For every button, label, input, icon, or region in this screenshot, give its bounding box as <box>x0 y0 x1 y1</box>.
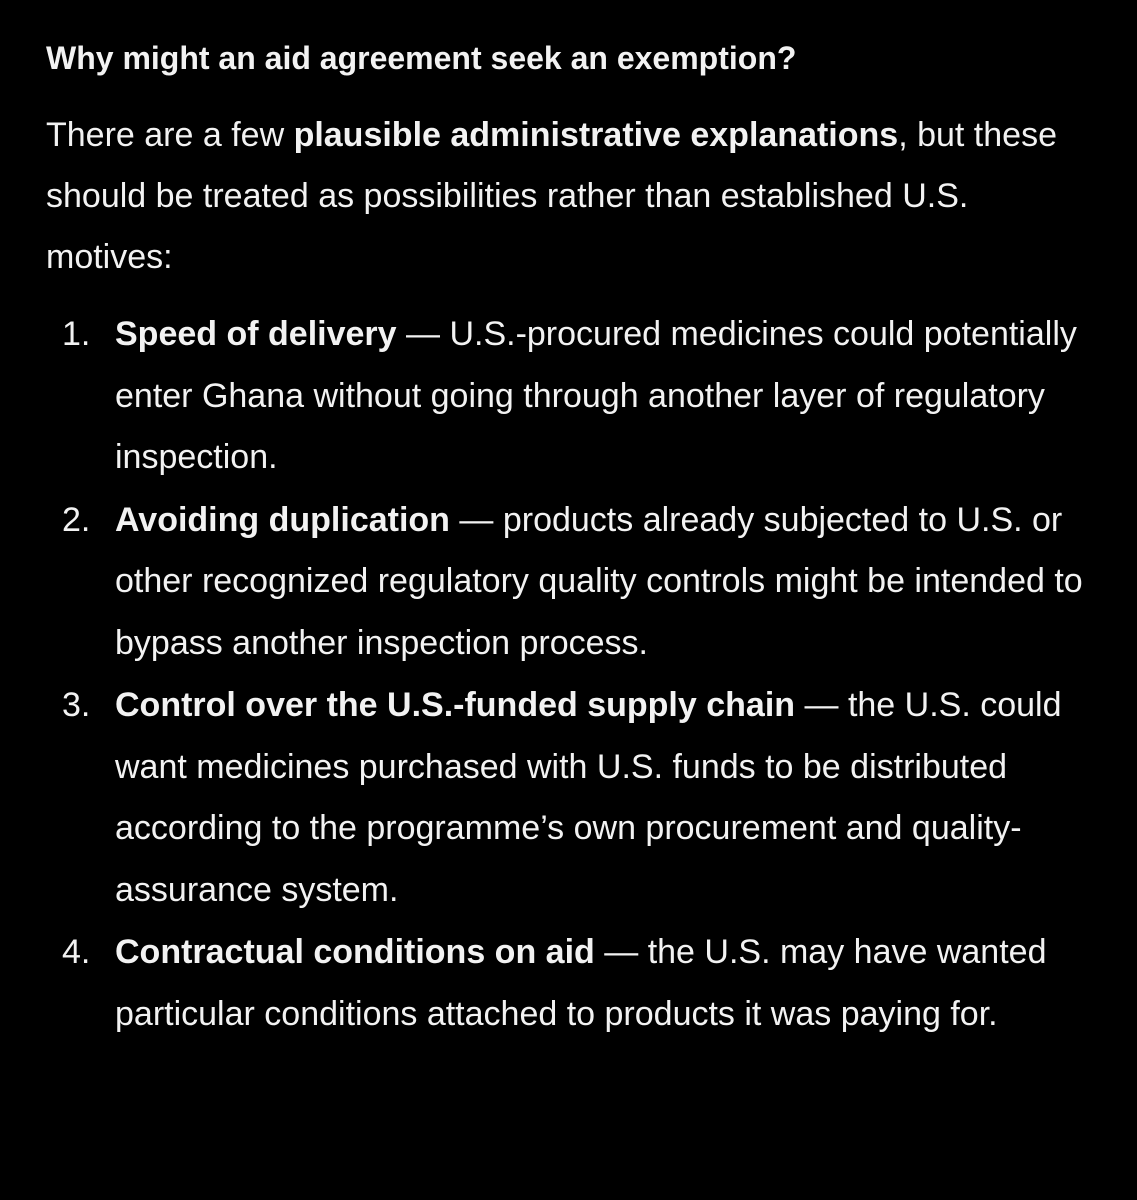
list-item-text: the U.S. could want medicines purchased with U.S. funds to be distributed according to the programme’s own procurement and quality-assurance system. <box>115 686 1062 909</box>
intro-text-end: , but these should be treated as possibilities rather than established U.S. motives: <box>46 116 1057 276</box>
section-heading: Why might an aid agreement seek an exemption? <box>46 40 797 76</box>
list-item-number: 2. <box>62 500 91 539</box>
list-item-title: Speed of delivery <box>115 315 397 353</box>
list-item-title: Avoiding duplication <box>115 500 450 539</box>
list-item-text: the U.S. may have wanted particular conditions attached to products it was paying for. <box>115 933 1047 1033</box>
list-item-separator: — <box>449 500 503 539</box>
list-item-number: 3. <box>62 686 91 724</box>
list-item-title: Control over the U.S.-funded supply chain <box>115 686 796 724</box>
list-item <box>46 675 1093 921</box>
explanations-list <box>46 304 1093 1045</box>
list-item-text: U.S.-procured medicines could potentially enter Ghana without going through another layer of regulatory inspection. <box>115 315 1077 476</box>
intro-bold-phrase: plausible administrative explanations <box>293 116 899 154</box>
list-item-number: 1. <box>62 315 91 353</box>
list-item-text: products already subjected to U.S. or other recognized regulatory quality controls might be intended to bypass another inspection process. <box>115 500 1083 662</box>
intro-paragraph <box>46 105 1093 288</box>
intro-text-start: There are a few <box>46 116 294 154</box>
list-item <box>46 490 1093 675</box>
list-item-separator: — <box>396 315 450 353</box>
list-item-title: Contractual conditions on aid <box>115 933 595 971</box>
list-item <box>46 304 1093 489</box>
list-item <box>46 922 1093 1045</box>
list-item-separator: — <box>795 686 848 724</box>
list-item-number: 4. <box>62 933 91 971</box>
list-item-separator: — <box>594 933 648 971</box>
